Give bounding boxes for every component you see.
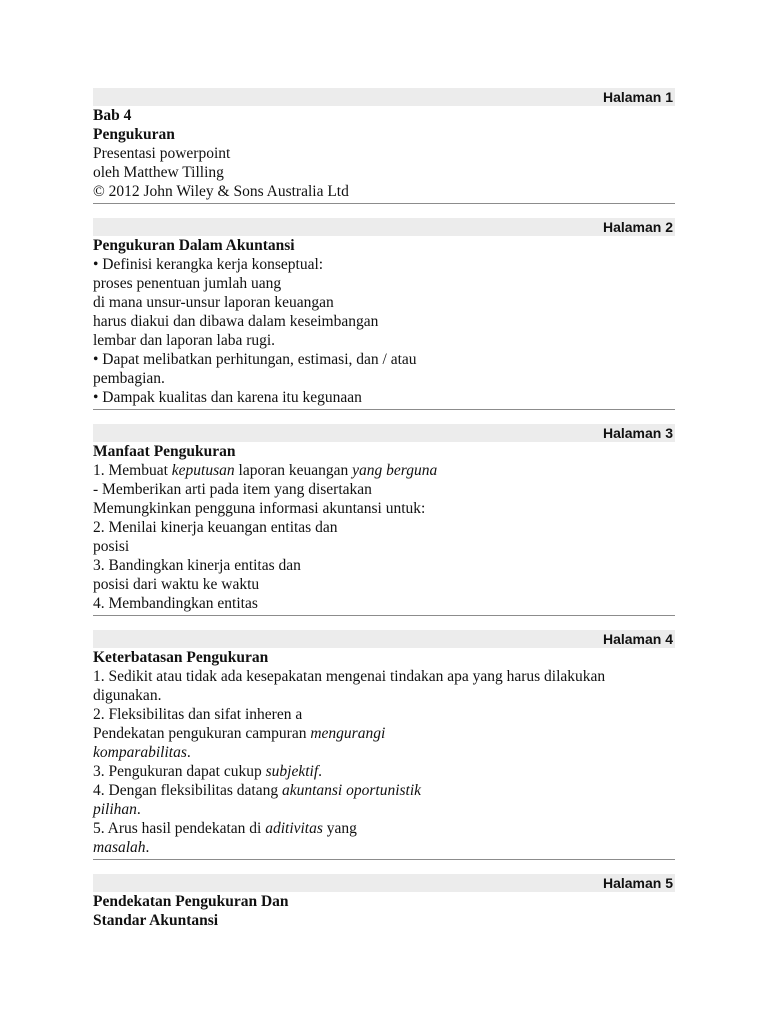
- italic-text: masalah: [93, 839, 146, 856]
- text-segment: Manfaat Pengukuran: [93, 443, 236, 460]
- text-segment: di mana unsur-unsur laporan keuangan: [93, 294, 334, 311]
- text-segment: .: [318, 763, 323, 780]
- italic-text: pilihan: [93, 801, 137, 818]
- text-segment: posisi dari waktu ke waktu: [93, 576, 260, 593]
- text-line: [93, 594, 675, 613]
- text-line: [93, 911, 675, 930]
- text-segment: • Definisi kerangka kerja konseptual:: [93, 256, 324, 273]
- text-segment: 3. Bandingkan kinerja entitas dan: [93, 557, 301, 574]
- text-segment: 4. Membandingkan entitas: [93, 595, 258, 612]
- text-line: [93, 667, 675, 686]
- text-segment: • Dapat melibatkan perhitungan, estimasi, dan / atau: [93, 351, 417, 368]
- italic-text: komparabilitas: [93, 744, 187, 761]
- text-line: [93, 350, 675, 369]
- text-segment: .: [186, 744, 191, 761]
- text-segment: 5. Arus hasil pendekatan di: [93, 820, 266, 837]
- text-segment: 1. Membuat: [93, 462, 172, 479]
- text-line: [93, 182, 675, 201]
- italic-text: aditivitas: [265, 820, 323, 837]
- text-line: [93, 556, 675, 575]
- text-line: [93, 274, 675, 293]
- text-line: [93, 369, 675, 388]
- slide-section: [93, 218, 675, 410]
- text-line: [93, 499, 675, 518]
- italic-text: keputusan: [171, 462, 235, 479]
- text-segment: lembar dan laporan laba rugi.: [93, 332, 276, 349]
- text-segment: proses penentuan jumlah uang: [93, 275, 282, 292]
- page-label: Halaman 3: [93, 424, 675, 442]
- text-segment: oleh Matthew Tilling: [93, 164, 224, 181]
- text-line: [93, 686, 675, 705]
- slide-body: [93, 892, 675, 932]
- slide-title: [93, 892, 675, 911]
- text-segment: • Dampak kualitas dan karena itu kegunaan: [93, 389, 362, 406]
- text-segment: posisi: [93, 538, 130, 555]
- text-line: [93, 575, 675, 594]
- slide-body: [93, 106, 675, 204]
- slide-body: [93, 236, 675, 410]
- text-segment: digunakan.: [93, 687, 162, 704]
- text-segment: Memungkinkan pengguna informasi akuntansi untuk:: [93, 500, 426, 517]
- text-line: [93, 819, 675, 838]
- slide-section: [93, 874, 675, 932]
- text-line: [93, 461, 675, 480]
- text-segment: Pendekatan pengukuran campuran: [93, 725, 311, 742]
- text-line: [93, 125, 675, 144]
- text-segment: harus diakui dan dibawa dalam keseimbangan: [93, 313, 379, 330]
- text-segment: 4. Dengan fleksibilitas datang: [93, 782, 282, 799]
- text-segment: 2. Menilai kinerja keuangan entitas dan: [93, 519, 338, 536]
- text-line: [93, 838, 675, 857]
- slide-section: [93, 630, 675, 860]
- text-segment: yang: [322, 820, 357, 837]
- text-segment: Bab 4: [93, 107, 132, 124]
- italic-text: yang berguna: [352, 462, 438, 479]
- text-line: [93, 312, 675, 331]
- text-line: [93, 163, 675, 182]
- text-segment: Keterbatasan Pengukuran: [93, 649, 269, 666]
- text-segment: 2. Fleksibilitas dan sifat inheren a: [93, 706, 303, 723]
- text-line: [93, 537, 675, 556]
- page-label: Halaman 5: [93, 874, 675, 892]
- text-line: [93, 293, 675, 312]
- text-segment: Standar Akuntansi: [93, 912, 219, 929]
- text-line: [93, 800, 675, 819]
- text-segment: 1. Sedikit atau tidak ada kesepakatan mengenai tindakan apa yang harus dilakukan: [93, 668, 606, 685]
- slide-title: [93, 648, 675, 667]
- text-segment: pembagian.: [93, 370, 165, 387]
- slide-title: [93, 442, 675, 461]
- page-label: Halaman 1: [93, 88, 675, 106]
- text-segment: Pengukuran: [93, 126, 175, 143]
- text-line: [93, 762, 675, 781]
- italic-text: akuntansi oportunistik: [281, 782, 422, 799]
- text-line: [93, 480, 675, 499]
- slide-section: [93, 424, 675, 616]
- text-line: [93, 743, 675, 762]
- text-line: [93, 518, 675, 537]
- text-line: [93, 144, 675, 163]
- slide-body: [93, 648, 675, 860]
- slide-title: [93, 106, 675, 125]
- text-line: [93, 781, 675, 800]
- slide-body: [93, 442, 675, 616]
- text-line: [93, 705, 675, 724]
- page-label: Halaman 4: [93, 630, 675, 648]
- text-segment: © 2012 John Wiley & Sons Australia Ltd: [93, 183, 349, 200]
- text-segment: Pendekatan Pengukuran Dan: [93, 893, 289, 910]
- slide-section: [93, 88, 675, 204]
- text-segment: 3. Pengukuran dapat cukup: [93, 763, 266, 780]
- text-segment: .: [136, 801, 141, 818]
- text-segment: laporan keuangan: [234, 462, 353, 479]
- italic-text: subjektif: [265, 763, 319, 780]
- page-label: Halaman 2: [93, 218, 675, 236]
- document-page: [93, 88, 675, 946]
- slide-title: [93, 236, 675, 255]
- italic-text: mengurangi: [310, 725, 386, 742]
- text-line: [93, 388, 675, 407]
- text-segment: - Memberikan arti pada item yang disertakan: [93, 481, 372, 498]
- text-line: [93, 331, 675, 350]
- text-line: [93, 724, 675, 743]
- text-line: [93, 255, 675, 274]
- text-segment: Presentasi powerpoint: [93, 145, 231, 162]
- text-segment: Pengukuran Dalam Akuntansi: [93, 237, 295, 254]
- text-segment: .: [145, 839, 150, 856]
